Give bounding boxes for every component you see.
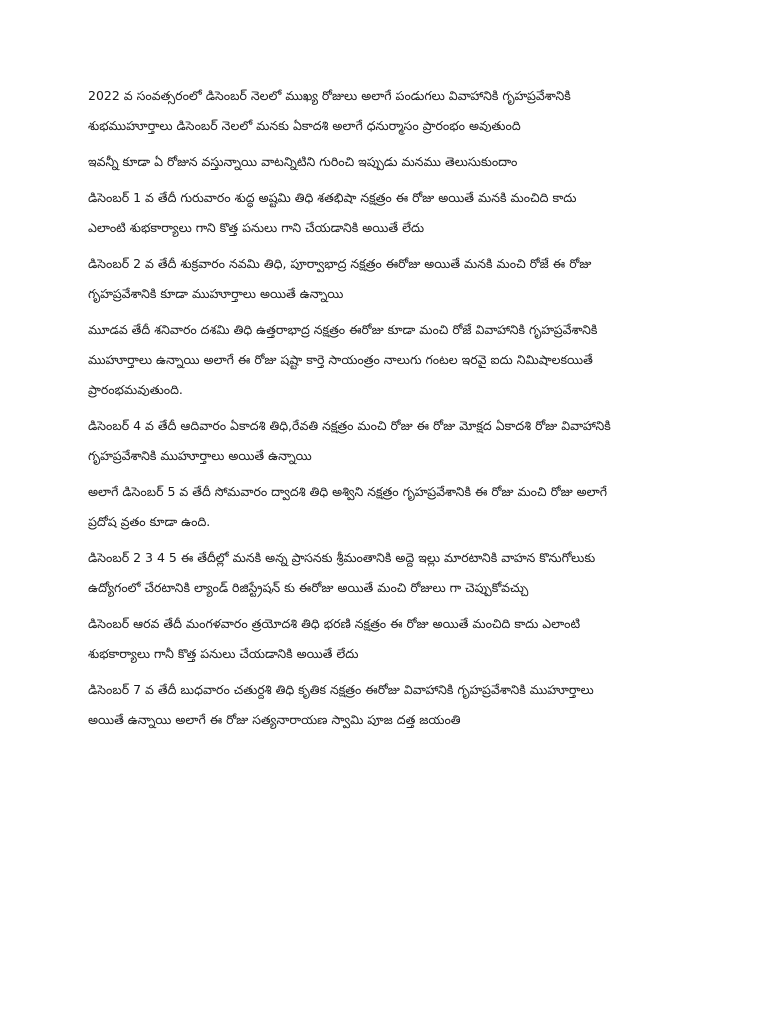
paragraph-intro: [88, 88, 688, 134]
text-line: డిసెంబర్ 7 వ తేదీ బుధవారం చతుర్దశి తిధి కృతిక నక్షత్రం ఈరోజు వివాహానికి గృహప్రవేశానికి ముహూర్తాలు: [88, 682, 594, 697]
text-line: మూడవ తేదీ శనివారం దశమి తిధి ఉత్తరాభాద్ర నక్షత్రం ఈరోజు కూడా మంచి రోజే వివాహానికి గృహప్రవేశానికి: [88, 322, 598, 337]
text-line: ఇవన్నీ కూడా ఏ రోజున వస్తున్నాయి వాటన్నిటిని గురించి ఇప్పుడు మనము తెలుసుకుందాం: [88, 154, 518, 169]
text-line: శుభముహూర్తాలు డిసెంబర్ నెలలో మనకు ఏకాదశి అలాగే ధనుర్మాసం ప్రారంభం అవుతుంది: [88, 118, 521, 133]
paragraph-december-7: [88, 682, 688, 728]
paragraph-overview: [88, 154, 688, 170]
document-page: [88, 88, 688, 748]
text-line: అలాగే డిసెంబర్ 5 వ తేదీ సోమవారం ద్వాదశి తిధి అశ్విని నక్షత్రం గృహప్రవేశానికి ఈ రోజు మంచి రోజు అలాగే: [88, 484, 608, 499]
paragraph-december-6: [88, 616, 688, 662]
text-line: గృహప్రవేశానికి ముహూర్తాలు అయితే ఉన్నాయి: [88, 448, 312, 463]
text-line: 2022 వ సంవత్సరంలో డిసెంబర్ నెలలో ముఖ్య రోజులు అలాగే పండుగలు వివాహానికి గృహప్రవేశానికి: [88, 88, 571, 103]
paragraph-december-1: [88, 190, 688, 236]
paragraph-december-5: [88, 484, 688, 530]
paragraph-december-2: [88, 256, 688, 302]
paragraph-december-3: [88, 322, 688, 398]
text-line: డిసెంబర్ 2 3 4 5 ఈ తేదీల్లో మనకి అన్న ప్రాసనకు శ్రీమంతానికి అద్దె ఇల్లు మారటానికి వాహన కొనుగోలుకు: [88, 550, 596, 565]
text-line: శుభకార్యాలు గానీ కొత్త పనులు చేయడానికి అయితే లేదు: [88, 646, 359, 661]
text-line: గృహప్రవేశానికి కూడా ముహూర్తాలు అయితే ఉన్నాయి: [88, 286, 344, 301]
text-line: డిసెంబర్ 2 వ తేదీ శుక్రవారం నవమి తిధి, పూర్వాభాద్ర నక్షత్రం ఈరోజు అయితే మనకి మంచి రోజే ఈ రోజు: [88, 256, 592, 271]
text-line: ఉద్యోగంలో చేరటానికి ల్యాండ్ రిజిస్ట్రేషన్ కు ఈరోజు అయితే మంచి రోజులు గా చెప్పుకోవచ్చు: [88, 580, 529, 595]
text-line: ప్రారంభమవుతుంది.: [88, 382, 183, 397]
paragraph-good-days-summary: [88, 550, 688, 596]
text-line: ముహూర్తాలు ఉన్నాయి అలాగే ఈ రోజు షష్టా కార్తె సాయంత్రం నాలుగు గంటల ఇరవై ఐదు నిమిషాలకయితే: [88, 352, 593, 367]
text-line: ఎలాంటి శుభకార్యాలు గాని కొత్త పనులు గాని చేయడానికి అయితే లేదు: [88, 220, 425, 235]
text-line: డిసెంబర్ 1 వ తేదీ గురువారం శుద్ధ అష్టమి తిధి శతభిషా నక్షత్రం ఈ రోజు అయితే మనకి మంచిది కాదు: [88, 190, 577, 205]
text-line: డిసెంబర్ 4 వ తేదీ ఆదివారం ఏకాదశి తిధి,రేవతి నక్షత్రం మంచి రోజు ఈ రోజు మోక్షద ఏకాదశి రోజు వివాహానికి: [88, 418, 611, 433]
text-line: ప్రదోష వ్రతం కూడా ఉంది.: [88, 514, 211, 529]
text-line: అయితే ఉన్నాయి అలాగే ఈ రోజు సత్యనారాయణ స్వామి పూజ దత్త జయంతి: [88, 712, 461, 727]
text-line: డిసెంబర్ ఆరవ తేదీ మంగళవారం త్రయోదశి తిధి భరణి నక్షత్రం ఈ రోజు అయితే మంచిది కాదు ఎలాంటి: [88, 616, 581, 631]
paragraph-december-4: [88, 418, 688, 464]
